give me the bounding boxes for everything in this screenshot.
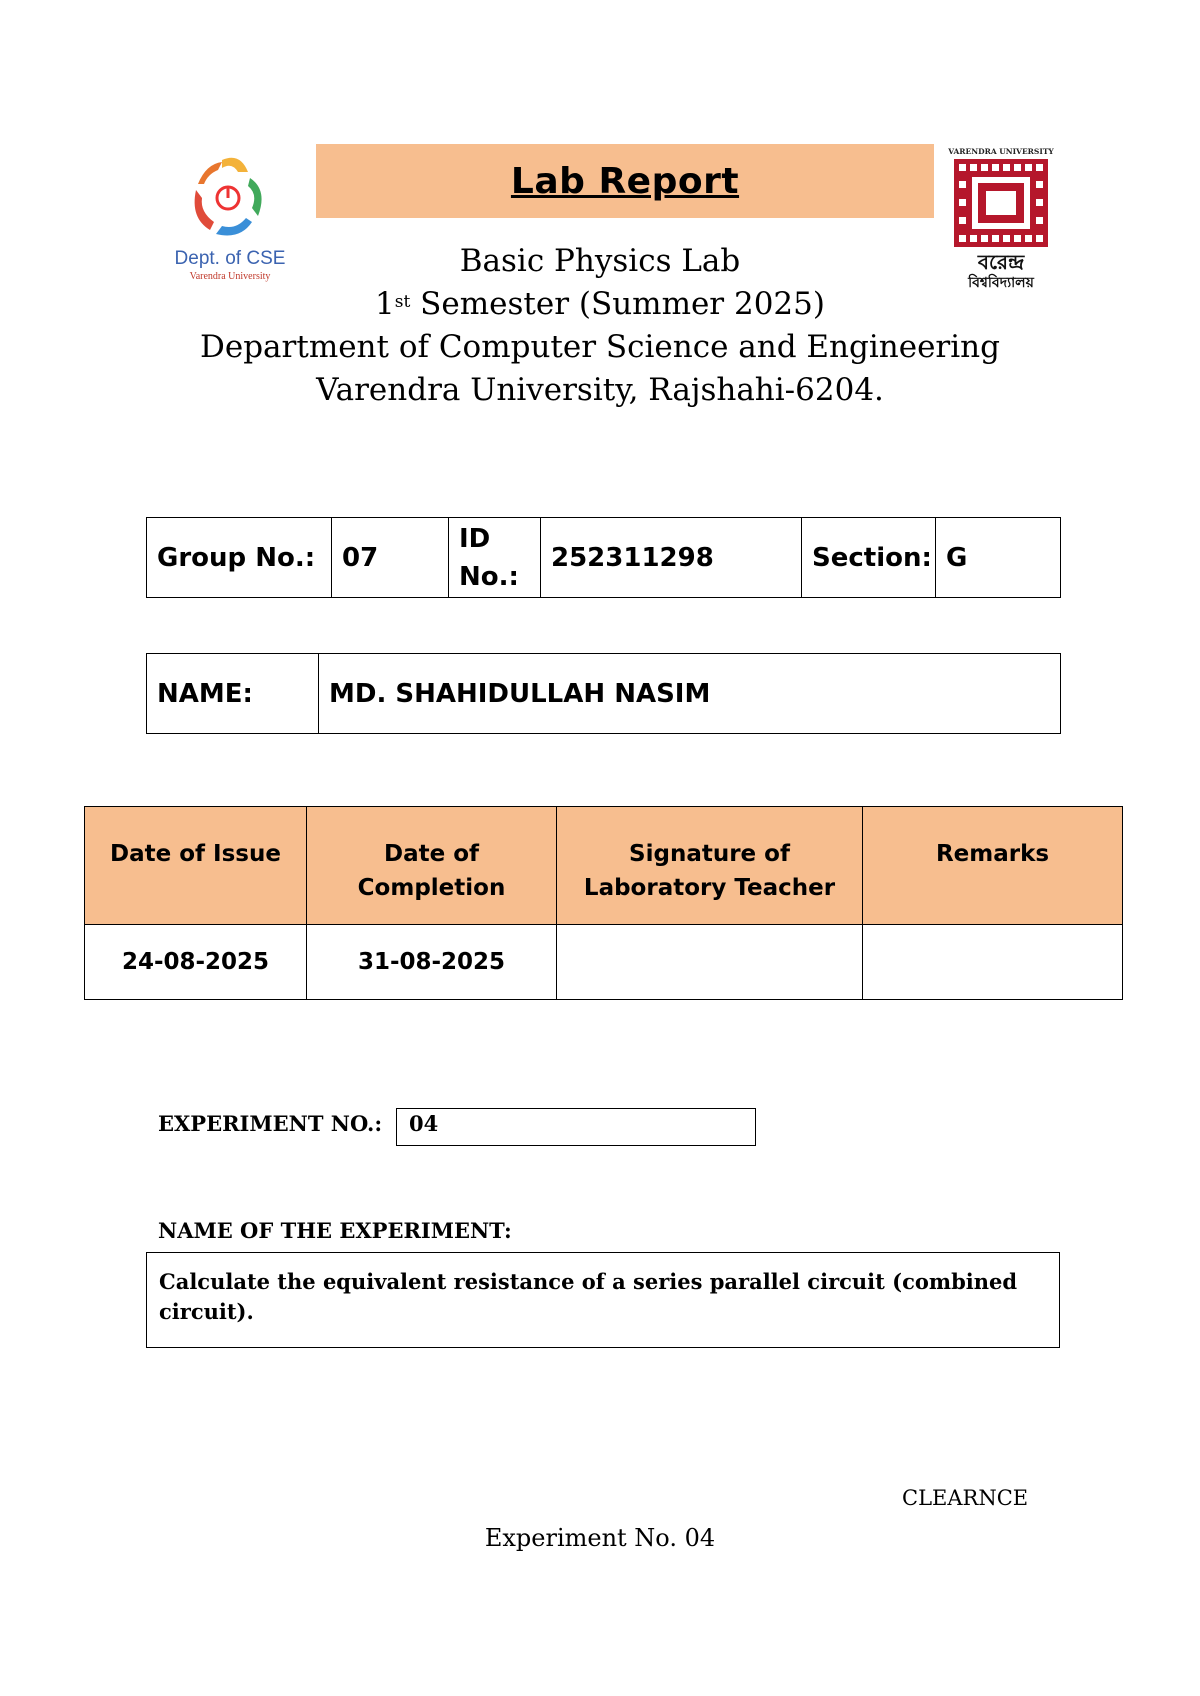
header-date-of-completion: Date of Completion	[307, 807, 557, 925]
semester-line	[100, 283, 1100, 326]
group-value: 07	[332, 518, 449, 598]
id-label-line-1: ID	[459, 523, 491, 554]
section-value: G	[936, 518, 1061, 598]
title-banner	[316, 144, 934, 218]
issue-date: 24-08-2025	[85, 925, 307, 1000]
experiment-name-label: NAME OF THE EXPERIMENT:	[158, 1218, 512, 1243]
signature-cell	[557, 925, 863, 1000]
department-name: Department of Computer Science and Engineering	[200, 329, 1000, 365]
page-title: Lab Report	[510, 160, 740, 202]
university-logo-bengali-1: বরেন্দ্র	[977, 250, 1025, 274]
group-label: Group No.:	[147, 518, 332, 598]
semester-number: 1	[375, 286, 395, 322]
header-date-of-issue: Date of Issue	[85, 807, 307, 925]
university-logo-bengali-2: বিশ্ববিদ্যালয়	[968, 275, 1034, 291]
header-block	[100, 240, 1100, 412]
cse-logo-text: Dept. of CSE	[174, 248, 286, 269]
semester-text: Semester (Summer 2025)	[410, 286, 825, 322]
semester-ordinal: st	[394, 292, 411, 312]
header-remarks: Remarks	[863, 807, 1123, 925]
id-value: 252311298	[541, 518, 802, 598]
cse-logo-subtext: Varendra University	[189, 271, 271, 282]
name-label: NAME:	[147, 654, 319, 734]
course-name: Basic Physics Lab	[459, 243, 741, 279]
id-label-line-2: No.:	[459, 561, 519, 592]
experiment-name-value: Calculate the equivalent resistance of a series parallel circuit (combined circuit).	[146, 1252, 1060, 1348]
section-label: Section:	[802, 518, 936, 598]
id-label	[449, 518, 541, 598]
experiment-number-value: 04	[396, 1108, 756, 1146]
name-value: MD. SHAHIDULLAH NASIM	[319, 654, 1061, 734]
student-info-table	[146, 517, 1061, 598]
clearance-label: CLEARNCE	[902, 1486, 1029, 1510]
completion-date: 31-08-2025	[307, 925, 557, 1000]
university-name: Varendra University, Rajshahi-6204.	[316, 372, 884, 408]
header-signature: Signature of Laboratory Teacher	[557, 807, 863, 925]
student-name-table	[146, 653, 1061, 734]
university-logo-top-text: VARENDRA UNIVERSITY	[948, 147, 1054, 156]
footer-experiment-line: Experiment No. 04	[484, 1524, 716, 1552]
dates-table	[84, 806, 1123, 1000]
experiment-number-label: EXPERIMENT NO.:	[158, 1111, 383, 1136]
remarks-cell	[863, 925, 1123, 1000]
